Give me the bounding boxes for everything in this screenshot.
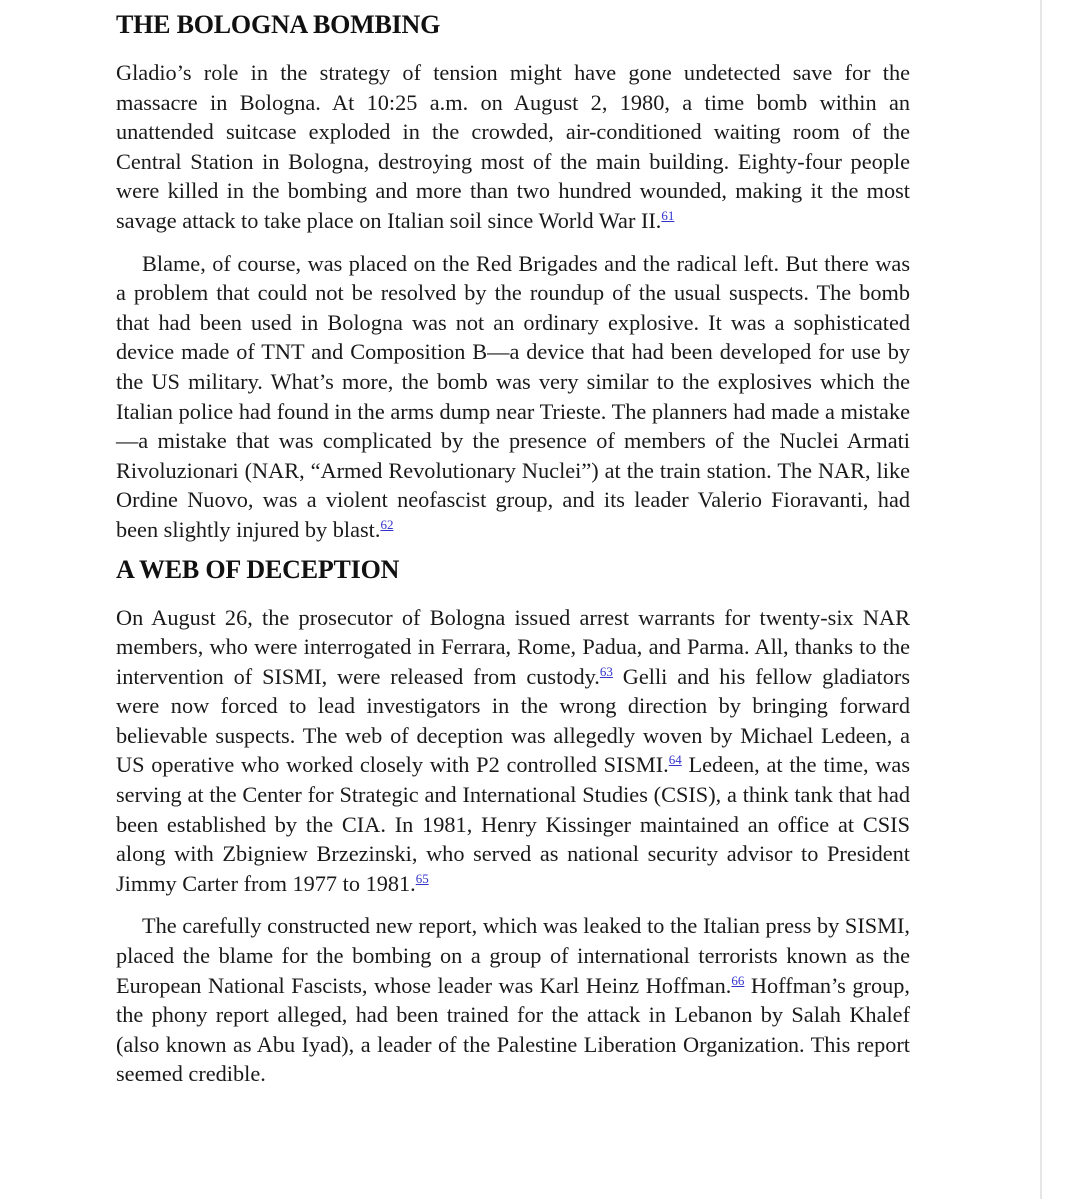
section-heading-bologna-bombing: THE BOLOGNA BOMBING <box>116 10 441 39</box>
paragraph-text: On August 26, the prosecutor of Bologna issued arrest warrants for twenty-six NAR members, who were interrogated in Ferrara, Rome, Padua, and Parma. All, thanks to the intervention of SISMI, were released from custody. <box>116 604 910 689</box>
footnote-link-64[interactable]: 64 <box>668 752 682 768</box>
document-page <box>116 0 910 1089</box>
paragraph-text: Hoffman’s group, the phony report alleged, had been trained for the attack in Lebanon by Salah Khalef (also known as Abu Iyad), a leader of the Palestine Liberation Organization. This report seemed credible. <box>116 972 910 1087</box>
paragraph-text: The carefully constructed new report, which was leaked to the Italian press by SISMI, placed the blame for the bombing on a group of international terrorists known as the European National Fascists, whose leader was Karl Heinz Hoffman. <box>116 913 910 998</box>
footnote-link-65[interactable]: 65 <box>415 870 429 886</box>
paragraph-deception-1 <box>116 603 910 899</box>
paragraph-text: Gelli and his fellow gladiators were now forced to lead investigators in the wrong direction by bringing forward believable suspects. The web of deception was allegedly woven by Michael Ledeen, a US operative who worked closely with P2 controlled SISMI. <box>116 663 910 778</box>
page-edge-line <box>1040 0 1042 1199</box>
paragraph-text: Blame, of course, was placed on the Red Brigades and the radical left. But there was a problem that could not be resolved by the roundup of the usual suspects. The bomb that had been used in Bologna was not an ordinary explosive. It was a sophisticated device made of TNT and Composition B—a device that had been developed for use by the US military. What’s more, the bomb was very similar to the explosives which the Italian police had found in the arms dump near Trieste. The planners had made a mistake—a mistake that was complicated by the presence of members of the Nuclei Armati Rivoluzionari (NAR, “Armed Revolutionary Nuclei”) at the train station. The NAR, like Ordine Nuovo, was a violent neofascist group, and its leader Valerio Fioravanti, had been slightly injured by blast. <box>116 250 910 542</box>
footnote-link-66[interactable]: 66 <box>731 972 745 988</box>
footnote-link-62[interactable]: 62 <box>380 516 394 532</box>
paragraph-text: Ledeen, at the time, was serving at the Center for Strategic and International Studies (CSIS), a think tank that had been established by the CIA. In 1981, Henry Kissinger maintained an office at CSIS along with Zbigniew Brzezinski, who served as national security advisor to President Jimmy Carter from 1977 to 1981. <box>116 752 911 896</box>
paragraph-bologna-1 <box>116 58 910 236</box>
section-heading-web-of-deception: A WEB OF DECEPTION <box>116 554 400 584</box>
paragraph-deception-2 <box>116 911 910 1089</box>
footnote-link-63[interactable]: 63 <box>599 663 613 679</box>
paragraph-text: Gladio’s role in the strategy of tension might have gone undetected save for the massacre in Bologna. At 10:25 a.m. on August 2, 1980, a time bomb within an unattended suitcase exploded in the crowded, air-conditioned waiting room of the Central Station in Bologna, destroying most of the main building. Eighty-four people were killed in the bombing and more than two hundred wounded, making it the most savage attack to take place on Italian soil since World War II. <box>116 60 910 233</box>
paragraph-bologna-2 <box>116 249 910 545</box>
footnote-link-61[interactable]: 61 <box>661 207 675 223</box>
